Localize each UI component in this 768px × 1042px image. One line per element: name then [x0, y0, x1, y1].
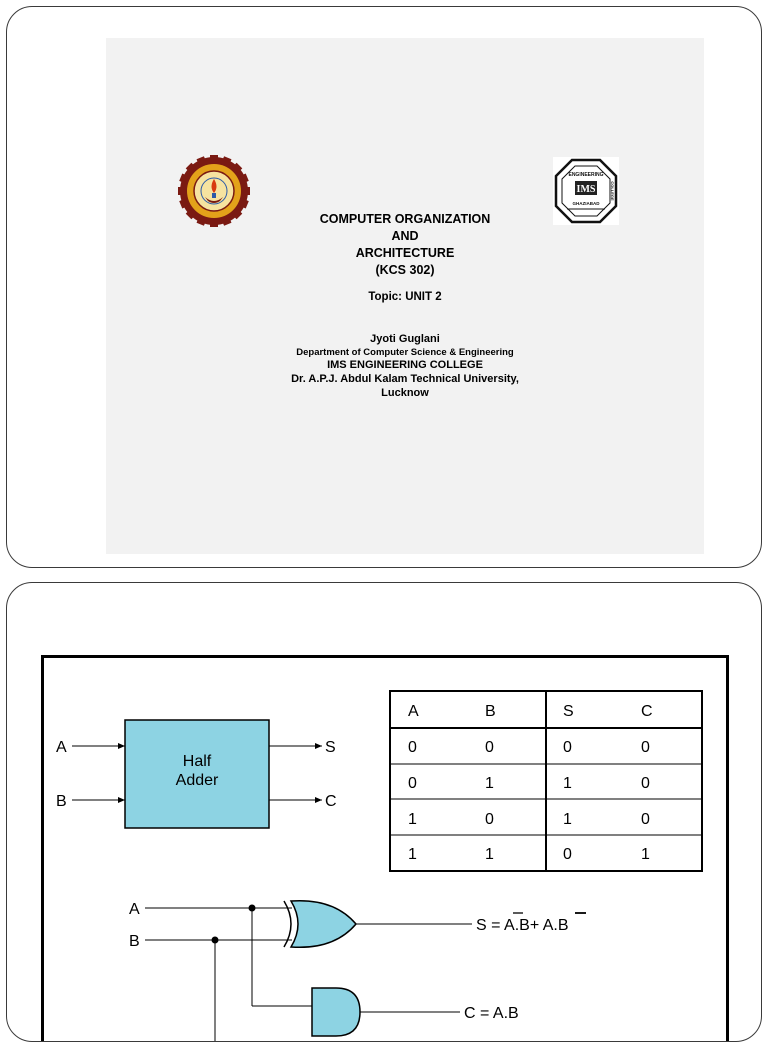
block-output-s: S [325, 739, 336, 756]
title-line-3: ARCHITECTURE [355, 246, 455, 260]
university-line-1: Dr. A.P.J. Abdul Kalam Technical University, [291, 373, 519, 385]
carry-expression: C = A.B [464, 1005, 519, 1022]
circuit-input-a: A [129, 901, 140, 918]
college-logo-bottom-text: GHAZIABAD [572, 201, 600, 206]
table-header-a: A [408, 703, 419, 720]
author-name: Jyoti Guglani [370, 333, 440, 345]
table-header-b: B [485, 703, 496, 720]
table-header-c: C [641, 703, 653, 720]
xor-gate-icon [291, 901, 356, 948]
table-cell: 1 [485, 846, 494, 863]
table-cell: 0 [408, 739, 417, 756]
block-input-b: B [56, 793, 67, 810]
department: Department of Computer Science & Engineering [296, 347, 514, 358]
table-cell: 1 [408, 811, 417, 828]
table-cell: 0 [408, 775, 417, 792]
half-adder-diagram [41, 655, 729, 1042]
slide-2 [6, 582, 762, 1042]
table-cell: 0 [641, 739, 650, 756]
college-logo-top-text: ENGINEERING [568, 172, 604, 178]
title-line-1: COMPUTER ORGANIZATION [319, 212, 491, 226]
table-cell: 0 [563, 846, 572, 863]
table-cell: 1 [408, 846, 417, 863]
half-adder-label-2: Adder [175, 772, 219, 789]
table-cell: 0 [563, 739, 572, 756]
block-input-a: A [56, 739, 67, 756]
college-logo-side-text: COLLEGE [610, 181, 615, 201]
university-line-2: Lucknow [381, 387, 429, 399]
circuit-input-b: B [129, 933, 140, 950]
table-cell: 0 [485, 811, 494, 828]
slide-1 [6, 6, 762, 568]
college-logo-text: IMS [576, 184, 596, 195]
truth-table [390, 691, 702, 871]
college-name: IMS ENGINEERING COLLEGE [327, 359, 483, 371]
table-header-s: S [563, 703, 574, 720]
table-cell: 1 [563, 775, 572, 792]
sum-term-b-bar: B [557, 917, 569, 934]
table-cell: 0 [641, 811, 650, 828]
table-cell: 1 [641, 846, 650, 863]
table-cell: 1 [563, 811, 572, 828]
title-slide-content [106, 38, 704, 554]
gate-circuit [129, 901, 586, 1042]
table-cell: 0 [641, 775, 650, 792]
table-cell: 0 [485, 739, 494, 756]
title-line-2: AND [391, 229, 419, 243]
half-adder-svg [44, 658, 726, 1042]
half-adder-label-1: Half [182, 753, 212, 770]
course-code: (KCS 302) [375, 263, 435, 277]
table-cell: 1 [485, 775, 494, 792]
block-output-c: C [325, 793, 337, 810]
topic: Topic: UNIT 2 [368, 291, 442, 303]
sum-term-a-bar: A [504, 917, 515, 934]
sum-expression: S = A.B+ A.B [476, 917, 569, 934]
and-gate-icon [312, 988, 360, 1036]
